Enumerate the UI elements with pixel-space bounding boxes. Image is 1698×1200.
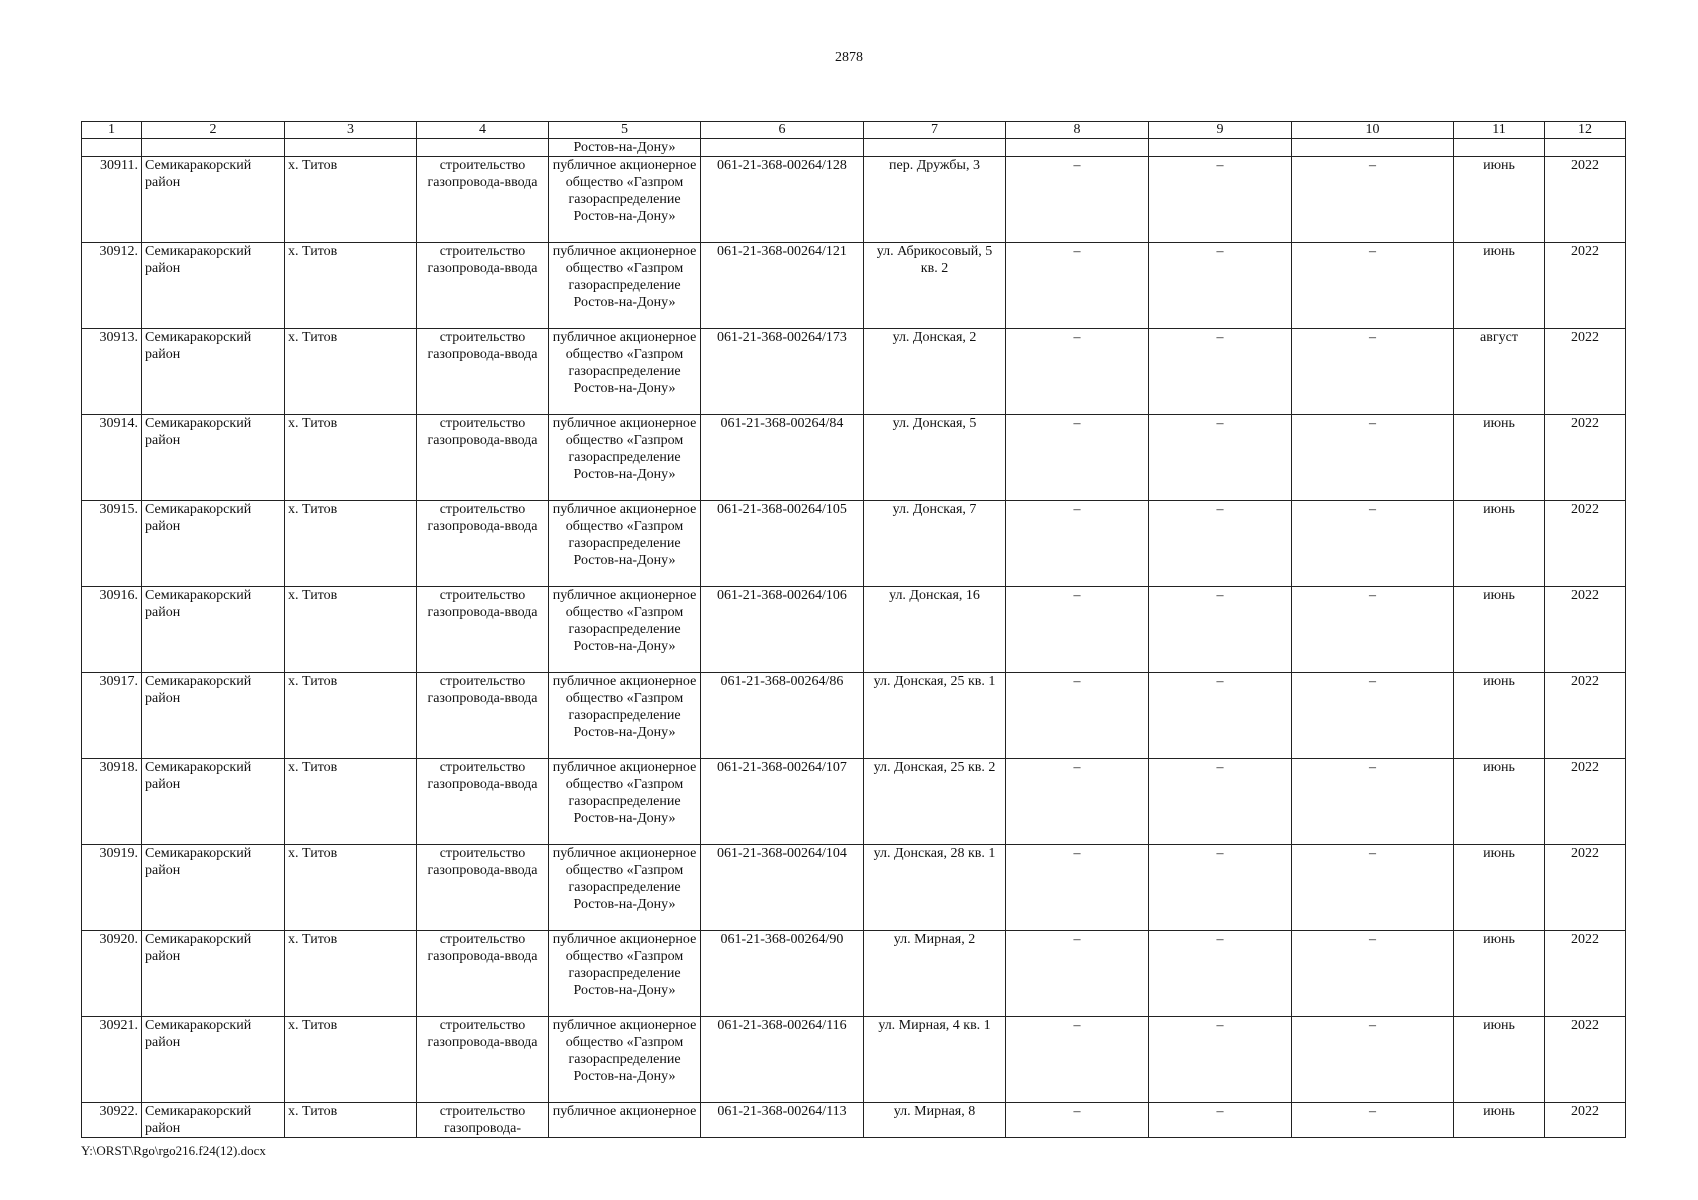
- header-cell: 2: [142, 122, 285, 139]
- locality-cell: х. Титов: [285, 587, 417, 673]
- organization-cell: публичное акционерное общество «Газпром газораспределение Ростов-на-Дону»: [549, 587, 701, 673]
- header-cell: 3: [285, 122, 417, 139]
- year-cell: 2022: [1545, 329, 1626, 415]
- district-cell: Семикаракорский район: [142, 157, 285, 243]
- row-number-cell: 30922.: [82, 1103, 142, 1138]
- organization-cell: Ростов-на-Дону»: [549, 139, 701, 157]
- column-8-cell: –: [1006, 845, 1149, 931]
- column-8-cell: –: [1006, 1017, 1149, 1103]
- work-type-cell: строительство газопровода-ввода: [417, 845, 549, 931]
- address-cell: ул. Мирная, 8: [864, 1103, 1006, 1138]
- organization-cell: публичное акционерное общество «Газпром газораспределение Ростов-на-Дону»: [549, 673, 701, 759]
- column-8-cell: –: [1006, 759, 1149, 845]
- district-cell: Семикаракорский район: [142, 243, 285, 329]
- work-type-cell: строительство газопровода-ввода: [417, 931, 549, 1017]
- organization-cell: публичное акционерное общество «Газпром газораспределение Ростов-на-Дону»: [549, 243, 701, 329]
- year-cell: 2022: [1545, 243, 1626, 329]
- month-cell: июнь: [1454, 415, 1545, 501]
- month-cell: июнь: [1454, 1017, 1545, 1103]
- organization-cell: публичное акционерное общество «Газпром газораспределение Ростов-на-Дону»: [549, 1017, 701, 1103]
- district-cell: Семикаракорский район: [142, 1017, 285, 1103]
- month-cell: июнь: [1454, 243, 1545, 329]
- district-cell: Семикаракорский район: [142, 415, 285, 501]
- address-cell: ул. Донская, 25 кв. 2: [864, 759, 1006, 845]
- registration-code-cell: 061-21-368-00264/116: [701, 1017, 864, 1103]
- column-10-cell: –: [1292, 415, 1454, 501]
- year-cell: 2022: [1545, 1017, 1626, 1103]
- work-type-cell: строительство газопровода-ввода: [417, 1017, 549, 1103]
- registration-code-cell: 061-21-368-00264/105: [701, 501, 864, 587]
- locality-cell: х. Титов: [285, 415, 417, 501]
- year-cell: 2022: [1545, 587, 1626, 673]
- registration-code-cell: 061-21-368-00264/84: [701, 415, 864, 501]
- registry-table: [81, 121, 1626, 1138]
- header-cell: 7: [864, 122, 1006, 139]
- address-cell: ул. Донская, 7: [864, 501, 1006, 587]
- column-10-cell: –: [1292, 845, 1454, 931]
- row-number-cell: 30916.: [82, 587, 142, 673]
- column-10-cell: –: [1292, 673, 1454, 759]
- locality-cell: х. Титов: [285, 931, 417, 1017]
- column-10-cell: –: [1292, 759, 1454, 845]
- organization-cell: публичное акционерное общество «Газпром газораспределение Ростов-на-Дону»: [549, 157, 701, 243]
- column-9-cell: –: [1149, 1017, 1292, 1103]
- month-cell: июнь: [1454, 845, 1545, 931]
- work-type-cell: строительство газопровода-ввода: [417, 243, 549, 329]
- registration-code-cell: 061-21-368-00264/113: [701, 1103, 864, 1138]
- page-number: 2878: [835, 50, 863, 65]
- district-cell: Семикаракорский район: [142, 1103, 285, 1138]
- work-type-cell: строительство газопровода-ввода: [417, 329, 549, 415]
- table-row: [82, 1103, 1626, 1138]
- row-number-cell: 30911.: [82, 157, 142, 243]
- column-10-cell: –: [1292, 243, 1454, 329]
- district-cell: Семикаракорский район: [142, 329, 285, 415]
- header-cell: 1: [82, 122, 142, 139]
- header-cell: 9: [1149, 122, 1292, 139]
- work-type-cell: строительство газопровода-: [417, 1103, 549, 1138]
- locality-cell: х. Титов: [285, 759, 417, 845]
- month-cell: июнь: [1454, 157, 1545, 243]
- table-row: [82, 415, 1626, 501]
- header-cell: 5: [549, 122, 701, 139]
- column-9-cell: –: [1149, 501, 1292, 587]
- column-8-cell: –: [1006, 587, 1149, 673]
- locality-cell: х. Титов: [285, 157, 417, 243]
- organization-cell: публичное акционерное общество «Газпром газораспределение Ростов-на-Дону»: [549, 329, 701, 415]
- address-cell: ул. Донская, 2: [864, 329, 1006, 415]
- row-number-cell: 30918.: [82, 759, 142, 845]
- table-row: [82, 845, 1626, 931]
- registration-code-cell: 061-21-368-00264/121: [701, 243, 864, 329]
- district-cell: Семикаракорский район: [142, 845, 285, 931]
- locality-cell: х. Титов: [285, 329, 417, 415]
- table-row: [82, 243, 1626, 329]
- district-cell: Семикаракорский район: [142, 673, 285, 759]
- month-cell: июнь: [1454, 501, 1545, 587]
- registration-code-cell: 061-21-368-00264/104: [701, 845, 864, 931]
- year-cell: 2022: [1545, 501, 1626, 587]
- locality-cell: х. Титов: [285, 501, 417, 587]
- organization-cell: публичное акционерное общество «Газпром газораспределение Ростов-на-Дону»: [549, 759, 701, 845]
- organization-cell: публичное акционерное общество «Газпром газораспределение Ростов-на-Дону»: [549, 931, 701, 1017]
- address-cell: ул. Донская, 25 кв. 1: [864, 673, 1006, 759]
- column-9-cell: –: [1149, 243, 1292, 329]
- address-cell: пер. Дружбы, 3: [864, 157, 1006, 243]
- organization-cell: публичное акционерное общество «Газпром газораспределение Ростов-на-Дону»: [549, 501, 701, 587]
- year-cell: 2022: [1545, 415, 1626, 501]
- row-number-cell: 30919.: [82, 845, 142, 931]
- registration-code-cell: 061-21-368-00264/86: [701, 673, 864, 759]
- locality-cell: х. Титов: [285, 1103, 417, 1138]
- district-cell: Семикаракорский район: [142, 501, 285, 587]
- table-row: [82, 329, 1626, 415]
- locality-cell: х. Титов: [285, 845, 417, 931]
- row-number-cell: 30917.: [82, 673, 142, 759]
- column-10-cell: –: [1292, 329, 1454, 415]
- column-10-cell: –: [1292, 931, 1454, 1017]
- locality-cell: х. Титов: [285, 243, 417, 329]
- column-9-cell: –: [1149, 759, 1292, 845]
- year-cell: 2022: [1545, 759, 1626, 845]
- column-9-cell: –: [1149, 587, 1292, 673]
- year-cell: 2022: [1545, 157, 1626, 243]
- column-8-cell: –: [1006, 501, 1149, 587]
- column-10-cell: –: [1292, 157, 1454, 243]
- column-9-cell: –: [1149, 1103, 1292, 1138]
- month-cell: июнь: [1454, 673, 1545, 759]
- header-cell: 8: [1006, 122, 1149, 139]
- month-cell: июнь: [1454, 759, 1545, 845]
- header-cell: 12: [1545, 122, 1626, 139]
- row-number-cell: 30915.: [82, 501, 142, 587]
- district-cell: Семикаракорский район: [142, 931, 285, 1017]
- header-cell: 10: [1292, 122, 1454, 139]
- column-9-cell: –: [1149, 157, 1292, 243]
- header-cell: 4: [417, 122, 549, 139]
- month-cell: июнь: [1454, 587, 1545, 673]
- address-cell: ул. Мирная, 4 кв. 1: [864, 1017, 1006, 1103]
- row-number-cell: 30921.: [82, 1017, 142, 1103]
- address-cell: ул. Абрикосовый, 5 кв. 2: [864, 243, 1006, 329]
- table-row: [82, 759, 1626, 845]
- locality-cell: х. Титов: [285, 1017, 417, 1103]
- address-cell: ул. Донская, 28 кв. 1: [864, 845, 1006, 931]
- year-cell: 2022: [1545, 845, 1626, 931]
- table-row: [82, 931, 1626, 1017]
- column-9-cell: –: [1149, 329, 1292, 415]
- column-9-cell: –: [1149, 845, 1292, 931]
- work-type-cell: строительство газопровода-ввода: [417, 673, 549, 759]
- year-cell: 2022: [1545, 1103, 1626, 1138]
- year-cell: 2022: [1545, 931, 1626, 1017]
- column-10-cell: –: [1292, 1103, 1454, 1138]
- month-cell: июнь: [1454, 931, 1545, 1017]
- column-number-header: [82, 122, 1626, 139]
- row-number-cell: 30920.: [82, 931, 142, 1017]
- column-10-cell: –: [1292, 587, 1454, 673]
- table-row: [82, 501, 1626, 587]
- column-8-cell: –: [1006, 931, 1149, 1017]
- header-cell: 6: [701, 122, 864, 139]
- column-9-cell: –: [1149, 415, 1292, 501]
- year-cell: 2022: [1545, 673, 1626, 759]
- column-8-cell: –: [1006, 329, 1149, 415]
- registration-code-cell: 061-21-368-00264/107: [701, 759, 864, 845]
- header-cell: 11: [1454, 122, 1545, 139]
- column-8-cell: –: [1006, 415, 1149, 501]
- column-8-cell: –: [1006, 673, 1149, 759]
- address-cell: ул. Донская, 16: [864, 587, 1006, 673]
- table-row: [82, 1017, 1626, 1103]
- work-type-cell: строительство газопровода-ввода: [417, 415, 549, 501]
- row-number-cell: 30914.: [82, 415, 142, 501]
- column-8-cell: –: [1006, 1103, 1149, 1138]
- district-cell: Семикаракорский район: [142, 587, 285, 673]
- month-cell: август: [1454, 329, 1545, 415]
- column-10-cell: –: [1292, 1017, 1454, 1103]
- organization-cell: публичное акционерное общество «Газпром газораспределение Ростов-на-Дону»: [549, 415, 701, 501]
- table-row: [82, 157, 1626, 243]
- work-type-cell: строительство газопровода-ввода: [417, 759, 549, 845]
- organization-cell: публичное акционерное общество «Газпром газораспределение Ростов-на-Дону»: [549, 845, 701, 931]
- column-8-cell: –: [1006, 243, 1149, 329]
- row-number-cell: 30913.: [82, 329, 142, 415]
- work-type-cell: строительство газопровода-ввода: [417, 587, 549, 673]
- locality-cell: х. Титов: [285, 673, 417, 759]
- column-10-cell: –: [1292, 501, 1454, 587]
- continuation-row: [82, 139, 1626, 157]
- registration-code-cell: 061-21-368-00264/173: [701, 329, 864, 415]
- column-9-cell: –: [1149, 673, 1292, 759]
- table-row: [82, 587, 1626, 673]
- district-cell: Семикаракорский район: [142, 759, 285, 845]
- registration-code-cell: 061-21-368-00264/128: [701, 157, 864, 243]
- column-9-cell: –: [1149, 931, 1292, 1017]
- row-number-cell: 30912.: [82, 243, 142, 329]
- organization-cell: публичное акционерное: [549, 1103, 701, 1138]
- column-8-cell: –: [1006, 157, 1149, 243]
- table-row: [82, 673, 1626, 759]
- address-cell: ул. Донская, 5: [864, 415, 1006, 501]
- registration-code-cell: 061-21-368-00264/106: [701, 587, 864, 673]
- address-cell: ул. Мирная, 2: [864, 931, 1006, 1017]
- month-cell: июнь: [1454, 1103, 1545, 1138]
- footer-file-path: Y:\ORST\Rgo\rgo216.f24(12).docx: [81, 1143, 266, 1158]
- work-type-cell: строительство газопровода-ввода: [417, 157, 549, 243]
- work-type-cell: строительство газопровода-ввода: [417, 501, 549, 587]
- registration-code-cell: 061-21-368-00264/90: [701, 931, 864, 1017]
